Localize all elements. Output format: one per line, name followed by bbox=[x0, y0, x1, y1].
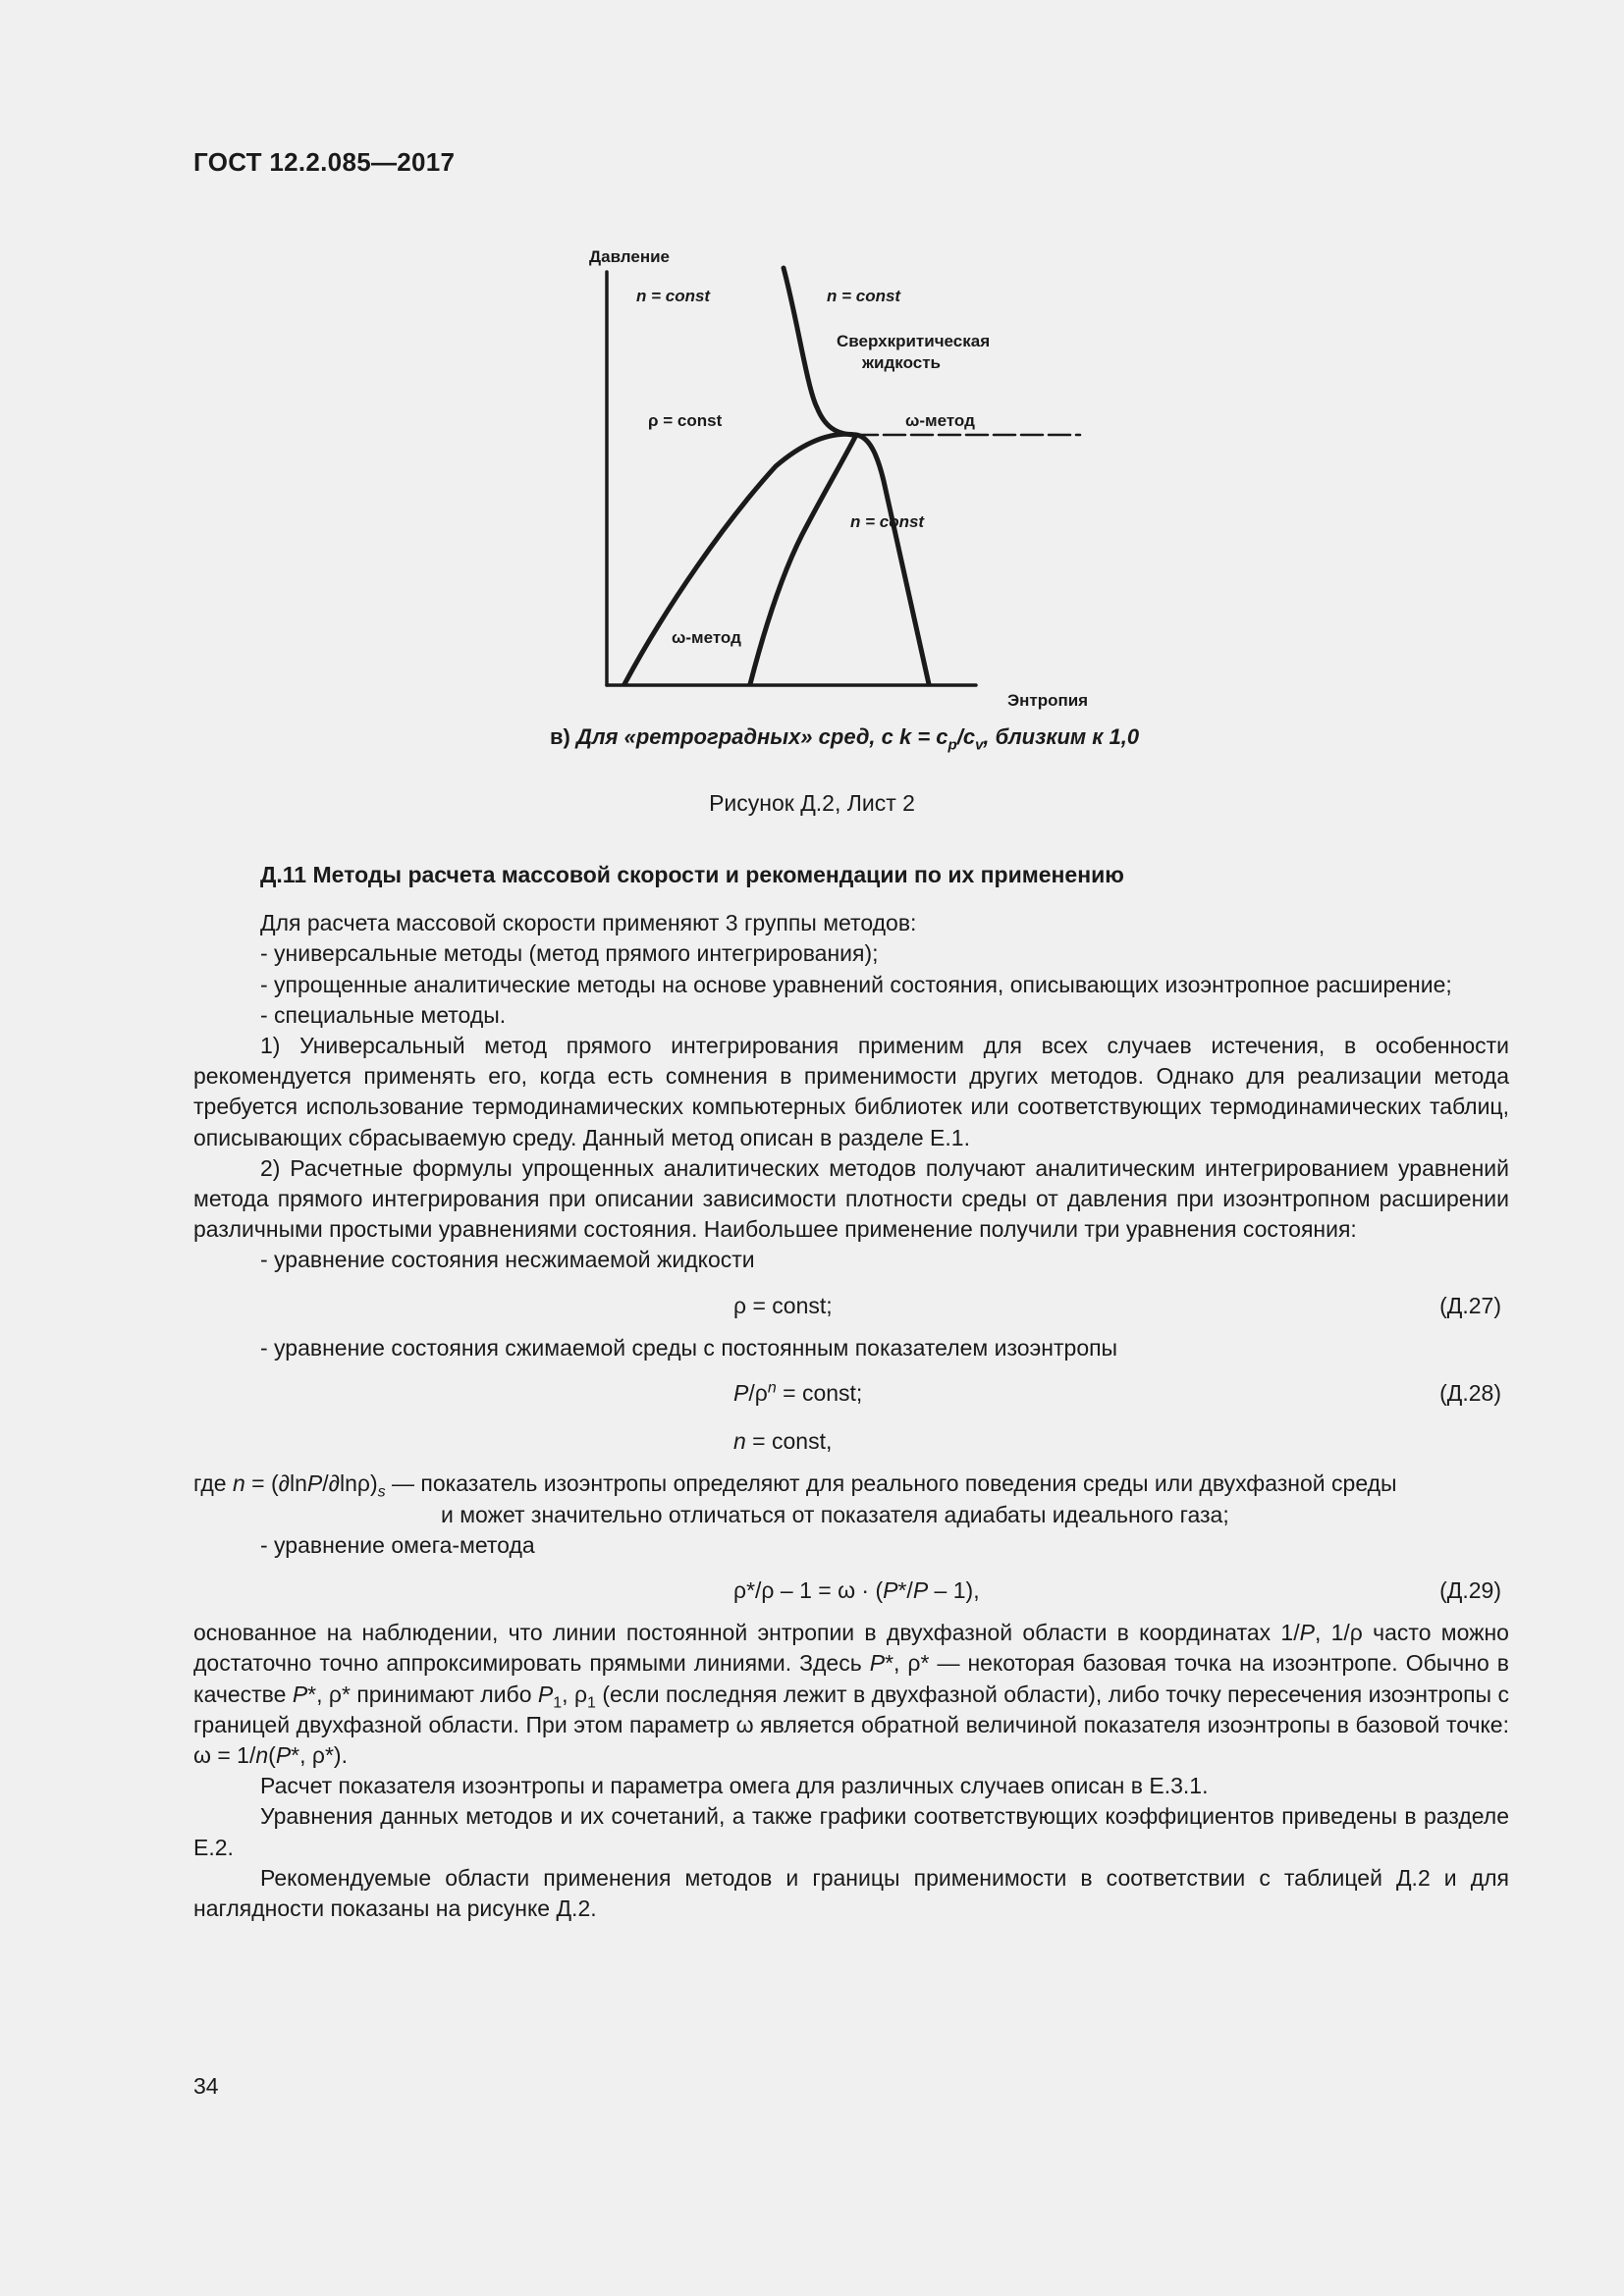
label-rho-const: ρ = const bbox=[648, 411, 723, 430]
label-n-const-lower: n = const bbox=[850, 512, 925, 531]
document-header: ГОСТ 12.2.085—2017 bbox=[193, 147, 456, 177]
label-supercritical-1: Сверхкритическая bbox=[837, 332, 991, 350]
paragraph: Уравнения данных методов и их сочетаний, а также графики соответствующих коэффициентов приведены в разделе Е.2. bbox=[193, 1803, 1509, 1860]
equation-n-const: n = const, bbox=[733, 1428, 833, 1455]
paragraph: 1) Универсальный метод прямого интегрирования применим для всех случаев истечения, в особенности рекомендуется применять его, когда есть сомнения в применимости других методов. Однако для реализации метода требуется использование термодинамических компьютерных библиотек или соответствующих термодинамических таблиц, описывающих сбрасываемую среду. Данный метод описан в разделе Е.1. bbox=[193, 1033, 1509, 1150]
paragraph: основанное на наблюдении, что линии постоянной энтропии в двухфазной области в координатах 1/P, 1/ρ часто можно достаточно точно аппроксимировать прямыми линиями. Здесь P*, ρ* — некоторая базовая точка на изоэнтропе. Обычно в качестве P*, ρ* принимают либо $P_1$, $\rho_1$ (если последняя лежит в двухфазной области), либо точку пересечения изоэнтропы с границей двухфазной области. При этом параметр ω является обратной величиной показателя изоэнтропы в базовой точке: ω = 1/n(P*, ρ*). bbox=[193, 1620, 1509, 1769]
phase-diagram-figure bbox=[579, 240, 1110, 721]
list-item: - уравнение состояния сжимаемой среды с постоянным показателем изоэнтропы bbox=[260, 1334, 1118, 1361]
paragraph: Для расчета массовой скорости применяют 3 группы методов: bbox=[260, 910, 917, 936]
label-n-const-right: n = const bbox=[827, 287, 901, 305]
section-heading: Д.11 Методы расчета массовой скорости и рекомендации по их применению bbox=[260, 862, 1124, 887]
section-body bbox=[193, 860, 1509, 1924]
label-omega-method-bottom: ω-метод bbox=[672, 628, 741, 647]
list-item: - универсальные методы (метод прямого интегрирования); bbox=[260, 940, 879, 967]
list-item: - уравнение состояния несжимаемой жидкости bbox=[260, 1247, 755, 1273]
where-clause: где $n = (\partial\ln P/\partial\ln\rho)_s$ — показатель изоэнтропы определяют для реального поведения среды или двухфазной среды и может значительно отличаться от показателя адиабаты идеального газа; bbox=[193, 1470, 1397, 1527]
y-axis-label: Давление bbox=[589, 247, 670, 266]
figure-subcaption: в) Для «ретроградных» сред, с $k = c_p/c_v$, близким к 1,0 bbox=[550, 724, 1140, 754]
paragraph: Рекомендуемые области применения методов и границы применимости в соответствии с таблицей Д.2 и для наглядности показаны на рисунке Д.2. bbox=[193, 1864, 1509, 1922]
phase-diagram bbox=[579, 240, 1110, 721]
page-number: 34 bbox=[193, 2073, 219, 2099]
list-item: - специальные методы. bbox=[260, 1001, 507, 1028]
list-item: - упрощенные аналитические методы на основе уравнений состояния, описывающих изоэнтропное расширение; bbox=[260, 971, 1452, 997]
list-item: - уравнение омега-метода bbox=[260, 1531, 535, 1558]
equation-d27: ρ = const; (Д.27) bbox=[733, 1292, 1501, 1318]
paragraph: 2) Расчетные формулы упрощенных аналитических методов получают аналитическим интегрированием уравнений метода прямого интегрирования при описании зависимости плотности среды от давления при изоэнтропном расширении различными простыми уравнениями состояния. Наибольшее применение получили три уравнения состояния: bbox=[193, 1154, 1509, 1243]
saturation-curve-right bbox=[856, 435, 929, 684]
figure-label: Рисунок Д.2, Лист 2 bbox=[709, 790, 915, 816]
label-omega-method-top: ω-метод bbox=[905, 411, 975, 430]
equation-d29: ρ*/ρ – 1 = ω · (P*/P – 1), (Д.29) bbox=[733, 1577, 1501, 1604]
equation-d28: $P/\rho^n$ = const; (Д.28) bbox=[733, 1379, 1501, 1407]
paragraph: Расчет показателя изоэнтропы и параметра омега для различных случаев описан в Е.3.1. bbox=[260, 1773, 1209, 1799]
x-axis-label: Энтропия bbox=[1007, 691, 1089, 710]
label-n-const-left: n = const bbox=[636, 287, 711, 305]
label-supercritical-2: жидкость bbox=[862, 353, 941, 372]
isentrope-omega-line bbox=[750, 435, 856, 684]
